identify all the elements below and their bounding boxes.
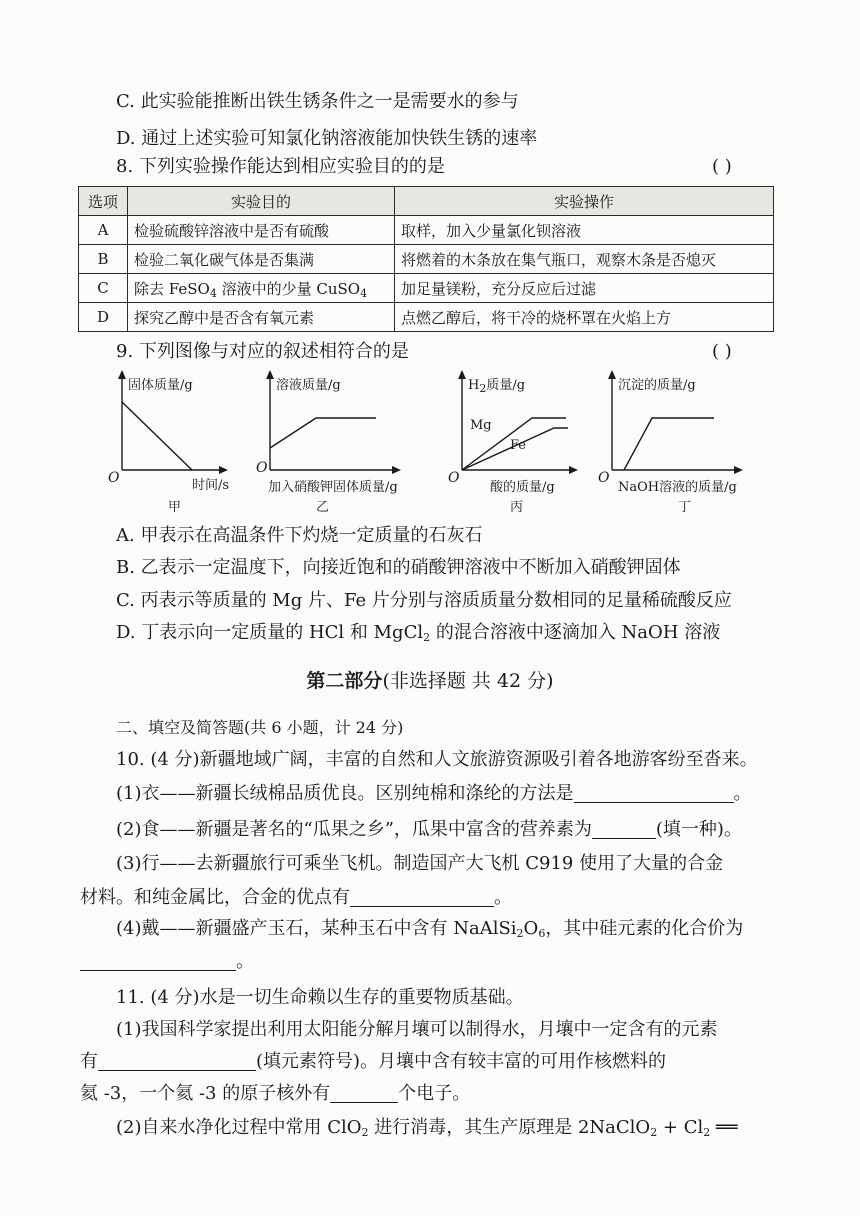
part-two-subtitle: (非选择题 共 42 分) — [382, 670, 554, 692]
part-text: O — [523, 918, 539, 939]
table-cell-goal: 检验二氧化碳气体是否集满 — [128, 245, 395, 274]
graph-bing-name: 丙 — [510, 500, 524, 515]
table-cell-option: C — [79, 274, 128, 303]
graph-yi-name: 乙 — [316, 500, 330, 515]
question-11-part-2 — [116, 1116, 738, 1140]
table-cell-option: A — [79, 216, 128, 245]
question-9-option-d — [116, 621, 720, 645]
option-d-text: D. 通过上述实验可知氯化钠溶液能加快铁生锈的速率 — [116, 128, 538, 149]
data-line — [270, 418, 376, 448]
table-row — [79, 303, 774, 332]
subscript: 2 — [703, 1126, 711, 1139]
option-c-text: C. 此实验能推断出铁生锈条件之一是需要水的参与 — [116, 91, 519, 112]
question-8-table — [78, 186, 774, 332]
y-axis-arrow — [118, 370, 126, 379]
graph-ding-origin: O — [598, 470, 610, 486]
graph-ding-xlabel: NaOH溶液的质量/g — [618, 480, 737, 495]
part-text: 进行消毒，其生产原理是 2NaClO — [368, 1117, 651, 1138]
subscript: 4 — [209, 286, 217, 300]
graph-jia-origin: O — [108, 470, 120, 486]
part-text: 。 — [733, 783, 752, 804]
table-cell-goal: 探究乙醇中是否含有氧元素 — [128, 303, 395, 332]
question-10-stem: 10. (4 分)新疆地域广阔，丰富的自然和人文旅游资源吸引着各地游客纷至沓来。 — [116, 749, 758, 770]
equation-sign: ══ — [710, 1117, 738, 1138]
subscript: 6 — [538, 927, 546, 940]
table-row — [79, 274, 774, 303]
subscript: 4 — [360, 286, 368, 300]
question-11-part-1-line3 — [80, 1082, 470, 1106]
y-axis-arrow — [458, 370, 466, 379]
table-cell-option: D — [79, 303, 128, 332]
subscript: 2 — [361, 1126, 369, 1139]
graph-jia-ylabel: 固体质量/g — [128, 378, 193, 393]
graph-yi-xlabel: 加入硝酸钾固体质量/g — [268, 480, 398, 495]
graph-ding-ylabel: 沉淀的质量/g — [618, 378, 696, 393]
answer-blank[interactable] — [350, 888, 494, 907]
data-line — [624, 418, 714, 470]
question-8-answer-paren: ( ) — [712, 156, 732, 177]
series-label-fe: Fe — [510, 438, 527, 453]
table-cell-operation: 取样，加入少量氯化钡溶液 — [395, 216, 774, 245]
y-axis-arrow — [266, 370, 274, 379]
question-11-part-1-line1: (1)我国科学家提出利用太阳能分解月壤可以制得水，月壤中一定含有的元素 — [116, 1019, 718, 1040]
answer-blank[interactable] — [574, 784, 734, 803]
option-text: 的混合溶液中逐滴加入 NaOH 溶液 — [430, 622, 721, 643]
graph-bing-ylabel — [468, 374, 525, 393]
table-row — [79, 216, 774, 245]
section-two-heading: 二、填空及简答题(共 6 小题，计 24 分) — [116, 718, 404, 737]
part-text: 氦 -3，一个氦 -3 的原子核外有 — [80, 1083, 331, 1104]
graph-jia — [108, 362, 278, 520]
question-10-part-3-line1: (3)行——去新疆旅行可乘坐飞机。制造国产大飞机 C919 使用了大量的合金 — [116, 853, 724, 874]
table-cell-option: B — [79, 245, 128, 274]
graph-ding — [598, 362, 768, 520]
table-cell-operation: 点燃乙醇后，将干冷的烧杯罩在火焰上方 — [395, 303, 774, 332]
subscript: 2 — [423, 631, 431, 644]
question-10-part-1 — [116, 782, 752, 806]
graph-jia-name: 甲 — [168, 500, 182, 515]
table-cell-operation: 将燃着的木条放在集气瓶口，观察木条是否熄灭 — [395, 245, 774, 274]
x-axis-arrow — [219, 466, 228, 474]
answer-blank[interactable] — [98, 1052, 256, 1071]
table-header-operation: 实验操作 — [395, 187, 774, 216]
x-axis-arrow — [734, 466, 743, 474]
part-text: (2)食——新疆是著名的“瓜果之乡”，瓜果中富含的营养素为 — [116, 819, 592, 840]
subscript: 2 — [650, 1126, 658, 1139]
question-10-part-4-answer — [80, 950, 254, 974]
graph-yi-origin: O — [256, 460, 268, 476]
goal-text: 除去 FeSO — [134, 279, 210, 298]
graph-yi — [256, 362, 426, 520]
graph-bing — [448, 362, 618, 520]
x-axis-arrow — [392, 466, 401, 474]
graph-bing-xlabel: 酸的质量/g — [490, 480, 555, 495]
graph-jia-xlabel: 时间/s — [192, 478, 230, 493]
subscript: 2 — [516, 927, 524, 940]
table-cell-goal — [128, 274, 395, 303]
part-text: (4)戴——新疆盛产玉石，某种玉石中含有 NaAlSi — [116, 918, 517, 939]
table-cell-goal: 检验硫酸锌溶液中是否有硫酸 — [128, 216, 395, 245]
part-two-heading — [0, 666, 860, 693]
table-header-row — [79, 187, 774, 216]
question-9-answer-paren: ( ) — [712, 341, 732, 362]
question-10-part-4 — [116, 917, 743, 941]
part-text: 个电子。 — [398, 1083, 471, 1104]
question-10-part-2 — [116, 818, 742, 842]
ylabel-text: 质量/g — [486, 378, 526, 393]
graph-yi-ylabel: 溶液质量/g — [276, 378, 341, 393]
part-text: (2)自来水净化过程中常用 ClO — [116, 1117, 362, 1138]
option-text: D. 丁表示向一定质量的 HCl 和 MgCl — [116, 622, 424, 643]
question-11-part-1-line2 — [80, 1050, 666, 1074]
subscript: 2 — [479, 382, 487, 395]
part-text: (填元素符号)。月壤中含有较丰富的可用作核燃料的 — [256, 1051, 667, 1072]
part-text: 。 — [494, 887, 512, 908]
x-axis-arrow — [569, 466, 578, 474]
table-header-goal: 实验目的 — [128, 187, 395, 216]
part-text: (1)衣——新疆长绒棉品质优良。区别纯棉和涤纶的方法是 — [116, 783, 574, 804]
part-text: 材料。和纯金属比，合金的优点有 — [80, 887, 350, 908]
graph-bing-origin: O — [448, 470, 460, 486]
table-header-option: 选项 — [79, 187, 128, 216]
answer-blank[interactable] — [592, 820, 656, 839]
question-9-option-b: B. 乙表示一定温度下，向接近饱和的硝酸钾溶液中不断加入硝酸钾固体 — [116, 557, 681, 578]
data-line — [122, 402, 192, 470]
part-text: (填一种)。 — [655, 819, 742, 840]
question-9-stem: 9. 下列图像与对应的叙述相符合的是 — [116, 341, 409, 362]
series-label-mg: Mg — [470, 418, 492, 433]
part-text: + Cl — [657, 1117, 704, 1138]
question-9-option-a: A. 甲表示在高温条件下灼烧一定质量的石灰石 — [116, 525, 483, 546]
part-text: 有 — [80, 1051, 98, 1072]
part-text: 。 — [236, 951, 254, 972]
part-two-title: 第二部分 — [306, 670, 383, 692]
answer-blank[interactable] — [330, 1084, 398, 1103]
goal-text: 溶液中的少量 CuSO — [216, 279, 361, 298]
question-11-stem: 11. (4 分)水是一切生命赖以生存的重要物质基础。 — [116, 987, 524, 1008]
y-axis-arrow — [608, 370, 616, 379]
answer-blank[interactable] — [80, 952, 236, 971]
question-8-stem: 8. 下列实验操作能达到相应实验目的的是 — [116, 156, 445, 177]
question-10-part-3-line2 — [80, 886, 512, 910]
part-text: ，其中硅元素的化合价为 — [545, 918, 744, 939]
question-9-option-c: C. 丙表示等质量的 Mg 片、Fe 片分别与溶质质量分数相同的足量稀硫酸反应 — [116, 590, 732, 611]
graph-ding-name: 丁 — [678, 500, 692, 515]
ylabel-text: H — [468, 378, 480, 393]
table-cell-operation: 加足量镁粉，充分反应后过滤 — [395, 274, 774, 303]
table-row — [79, 245, 774, 274]
